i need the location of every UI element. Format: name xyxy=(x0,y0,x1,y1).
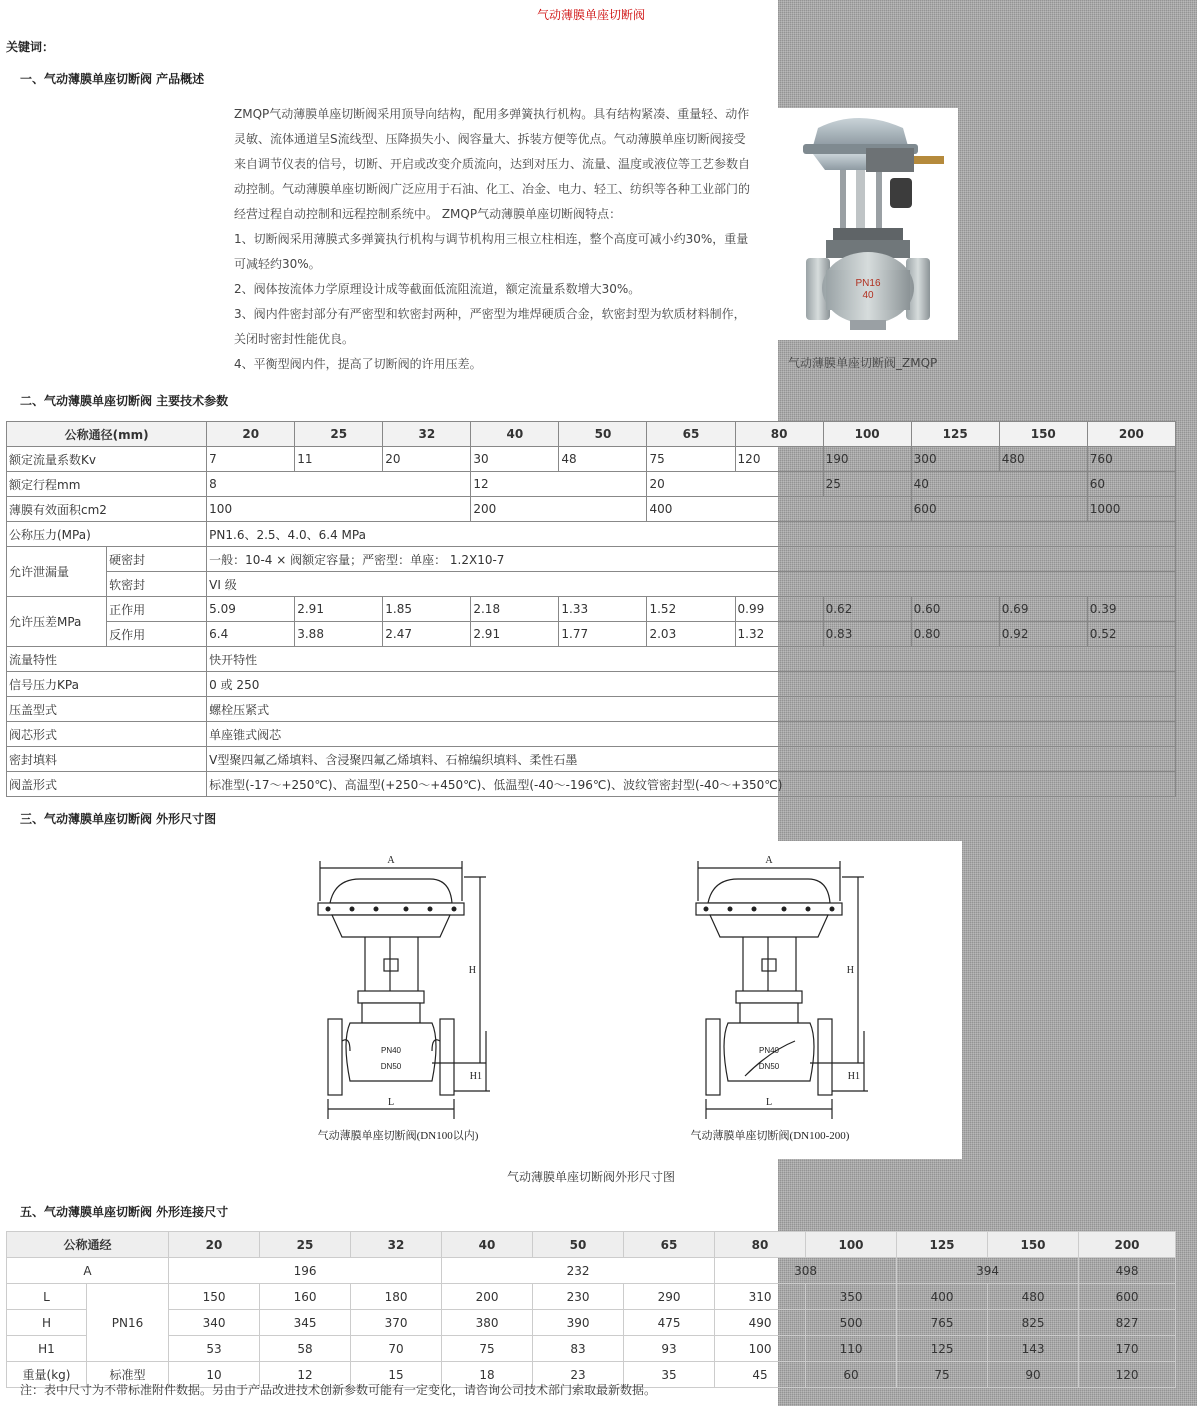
row-label: 信号压力KPa xyxy=(7,672,207,697)
table-cell: 2.91 xyxy=(471,622,559,647)
right-dn-text: DN50 xyxy=(758,1062,780,1071)
table-cell: 0.39 xyxy=(1087,597,1175,622)
table-cell: 340 xyxy=(169,1310,260,1336)
dim-label-a: A xyxy=(765,855,773,866)
table-row xyxy=(7,572,1176,597)
table-cell: 196 xyxy=(169,1258,442,1284)
table-cell: 75 xyxy=(897,1362,988,1388)
table-cell: 12 xyxy=(471,472,647,497)
size-header: 65 xyxy=(624,1232,715,1258)
params-table xyxy=(6,421,1176,797)
size-header: 125 xyxy=(897,1232,988,1258)
row-label: H1 xyxy=(7,1336,87,1362)
section-drawing-heading: 三、气动薄膜单座切断阀 外形尺寸图 xyxy=(20,812,217,826)
table-cell: 83 xyxy=(533,1336,624,1362)
table-cell: V型聚四氟乙烯填料、含浸聚四氟乙烯填料、石棉编织填料、柔性石墨 xyxy=(207,747,1176,772)
intro-line: 2、阀体按流体力学原理设计成等截面低流阻流道，额定流量系数增大30%。 xyxy=(234,282,641,296)
table-cell: 200 xyxy=(471,497,647,522)
table-cell: 75 xyxy=(647,447,735,472)
table-row xyxy=(7,1232,1176,1258)
footnote: 注：表中尺寸为不带标准附件数据。另由于产品改进技术创新参数可能有一定变化，请咨询公司技术部门索取最新数据。 xyxy=(20,1383,657,1397)
size-header: 200 xyxy=(1079,1232,1176,1258)
intro-line: 经营过程自动控制和远程控制系统中。 ZMQP气动薄膜单座切断阀特点： xyxy=(234,207,622,221)
pn-label: PN16 xyxy=(87,1284,169,1362)
table-cell: 200 xyxy=(442,1284,533,1310)
table-cell: 350 xyxy=(806,1284,897,1310)
table-row xyxy=(7,672,1176,697)
row-label: 流量特性 xyxy=(7,647,207,672)
table-cell: VI 级 xyxy=(207,572,1176,597)
intro-line: 4、平衡型阀内件，提高了切断阀的许用压差。 xyxy=(234,357,482,371)
table-cell: 380 xyxy=(442,1310,533,1336)
table-cell: 0.62 xyxy=(823,597,911,622)
table-cell: 765 xyxy=(897,1310,988,1336)
size-header: 125 xyxy=(911,422,999,447)
row-label: L xyxy=(7,1284,87,1310)
table-cell: 90 xyxy=(988,1362,1079,1388)
dimension-drawing xyxy=(290,841,962,1159)
table-cell: 2.03 xyxy=(647,622,735,647)
table-cell: PN1.6、2.5、4.0、6.4 MPa xyxy=(207,522,1176,547)
table-cell: 25 xyxy=(823,472,911,497)
table-cell: 310 xyxy=(715,1284,806,1310)
size-header: 32 xyxy=(383,422,471,447)
table-cell: 0.52 xyxy=(1087,622,1175,647)
size-header: 25 xyxy=(295,422,383,447)
params-header-label: 公称通径(mm) xyxy=(7,422,207,447)
row-label: 额定行程mm xyxy=(7,472,207,497)
table-row xyxy=(7,522,1176,547)
size-header: 100 xyxy=(806,1232,897,1258)
table-cell: 100 xyxy=(207,497,471,522)
table-cell: 160 xyxy=(260,1284,351,1310)
table-cell: 110 xyxy=(806,1336,897,1362)
table-cell: 单座锥式阀芯 xyxy=(207,722,1176,747)
table-cell: 快开特性 xyxy=(207,647,1176,672)
table-cell: 0.99 xyxy=(735,597,823,622)
table-cell: 12 xyxy=(260,1362,351,1388)
size-header: 65 xyxy=(647,422,735,447)
section-overview-heading: 一、气动薄膜单座切断阀 产品概述 xyxy=(20,72,205,86)
table-cell: 400 xyxy=(647,497,911,522)
sub-label: 标准型 xyxy=(87,1362,169,1388)
table-cell: 5.09 xyxy=(207,597,295,622)
table-cell: 120 xyxy=(735,447,823,472)
table-row xyxy=(7,1258,1176,1284)
table-cell: 150 xyxy=(169,1284,260,1310)
table-cell: 490 xyxy=(715,1310,806,1336)
table-row xyxy=(7,747,1176,772)
table-cell: 0.83 xyxy=(823,622,911,647)
table-row xyxy=(7,772,1176,797)
left-pn-text: PN40 xyxy=(380,1046,402,1055)
size-header: 150 xyxy=(999,422,1087,447)
row-label: 薄膜有效面积cm2 xyxy=(7,497,207,522)
table-cell: 70 xyxy=(351,1336,442,1362)
table-cell: 一般：10-4 × 阀额定容量；严密型：单座： 1.2X10-7 xyxy=(207,547,1176,572)
intro-line: 关闭时密封性能优良。 xyxy=(234,332,355,346)
keywords-label: 关键词： xyxy=(6,40,55,54)
table-cell: 825 xyxy=(988,1310,1079,1336)
table-cell: 11 xyxy=(295,447,383,472)
table-cell: 8 xyxy=(207,472,471,497)
table-cell: 125 xyxy=(897,1336,988,1362)
table-cell: 0.69 xyxy=(999,597,1087,622)
table-cell: 20 xyxy=(383,447,471,472)
row-label: H xyxy=(7,1310,87,1336)
table-cell: 2.18 xyxy=(471,597,559,622)
sub-label: 反作用 xyxy=(107,622,207,647)
dims-table xyxy=(6,1231,1176,1388)
table-cell: 1.52 xyxy=(647,597,735,622)
table-cell: 30 xyxy=(471,447,559,472)
row-label: 重量(kg) xyxy=(7,1362,87,1388)
table-cell: 15 xyxy=(351,1362,442,1388)
size-header: 100 xyxy=(823,422,911,447)
table-cell: 48 xyxy=(559,447,647,472)
row-label: 允许泄漏量 xyxy=(7,547,107,597)
table-cell: 480 xyxy=(988,1284,1079,1310)
table-cell: 0.92 xyxy=(999,622,1087,647)
table-cell: 35 xyxy=(624,1362,715,1388)
table-cell: 螺栓压紧式 xyxy=(207,697,1176,722)
intro-line: 来自调节仪表的信号，切断、开启或改变介质流向，达到对压力、流量、温度或液位等工艺参数自 xyxy=(234,157,751,171)
table-cell: 290 xyxy=(624,1284,715,1310)
table-cell: 1.32 xyxy=(735,622,823,647)
dim-label-l: L xyxy=(765,1097,773,1108)
size-header: 25 xyxy=(260,1232,351,1258)
photo-dn-text: 40 xyxy=(862,290,874,301)
size-header: 150 xyxy=(988,1232,1079,1258)
table-cell: 308 xyxy=(715,1258,897,1284)
dim-label-h1: H1 xyxy=(847,1071,860,1082)
table-cell: 400 xyxy=(897,1284,988,1310)
right-drawing-caption: 气动薄膜单座切断阀(DN100-200) xyxy=(690,1130,850,1142)
table-cell: 143 xyxy=(988,1336,1079,1362)
table-cell: 60 xyxy=(806,1362,897,1388)
size-header: 50 xyxy=(559,422,647,447)
row-label: 阀芯形式 xyxy=(7,722,207,747)
table-row xyxy=(7,547,1176,572)
table-cell: 498 xyxy=(1079,1258,1176,1284)
table-row xyxy=(7,1284,1176,1310)
section-dims-heading: 五、气动薄膜单座切断阀 外形连接尺寸 xyxy=(20,1205,229,1219)
table-cell: 7 xyxy=(207,447,295,472)
table-cell: 190 xyxy=(823,447,911,472)
intro-line: 可减轻约30%。 xyxy=(234,257,321,271)
size-header: 80 xyxy=(715,1232,806,1258)
table-cell: 18 xyxy=(442,1362,533,1388)
size-header: 40 xyxy=(442,1232,533,1258)
sub-label: 正作用 xyxy=(107,597,207,622)
table-cell: 93 xyxy=(624,1336,715,1362)
intro-text xyxy=(234,102,754,377)
dim-label-a: A xyxy=(387,855,395,866)
page-title: 气动薄膜单座切断阀 xyxy=(536,8,645,22)
table-cell: 3.88 xyxy=(295,622,383,647)
intro-line: 灵敏、流体通道呈S流线型、压降损失小、阀容量大、拆装方便等优点。气动薄膜单座切断阀接受 xyxy=(234,132,746,146)
table-cell: 500 xyxy=(806,1310,897,1336)
table-cell: 58 xyxy=(260,1336,351,1362)
table-row xyxy=(7,1336,1176,1362)
table-cell: 23 xyxy=(533,1362,624,1388)
table-cell: 480 xyxy=(999,447,1087,472)
dim-label-h: H xyxy=(846,965,854,976)
drawing-caption: 气动薄膜单座切断阀外形尺寸图 xyxy=(506,1170,675,1184)
valve-photo xyxy=(778,108,958,340)
table-row xyxy=(7,697,1176,722)
dims-header-label: 公称通经 xyxy=(7,1232,169,1258)
row-label: 阀盖形式 xyxy=(7,772,207,797)
table-cell: 827 xyxy=(1079,1310,1176,1336)
table-cell: 0 或 250 xyxy=(207,672,1176,697)
table-cell: 40 xyxy=(911,472,1087,497)
size-header: 40 xyxy=(471,422,559,447)
table-cell: 170 xyxy=(1079,1336,1176,1362)
row-label: 密封填料 xyxy=(7,747,207,772)
row-label: 允许压差MPa xyxy=(7,597,107,647)
table-cell: 370 xyxy=(351,1310,442,1336)
table-cell: 标准型(-17～+250℃)、高温型(+250～+450℃)、低温型(-40～-196℃)、波纹管密封型(-40～+350℃) xyxy=(207,772,1176,797)
table-row xyxy=(7,597,1176,622)
intro-line: 3、阀内件密封部分有严密型和软密封两种，严密型为堆焊硬质合金，软密封型为软质材料制作， xyxy=(234,307,746,321)
table-row xyxy=(7,1310,1176,1336)
table-cell: 1000 xyxy=(1087,497,1175,522)
table-cell: 75 xyxy=(442,1336,533,1362)
row-label: 额定流量系数Kv xyxy=(7,447,207,472)
size-header: 80 xyxy=(735,422,823,447)
table-cell: 230 xyxy=(533,1284,624,1310)
table-cell: 1.33 xyxy=(559,597,647,622)
dimension-drawing-svg xyxy=(290,841,962,1159)
photo-pn-text: PN16 xyxy=(855,278,881,289)
table-cell: 2.91 xyxy=(295,597,383,622)
table-cell: 300 xyxy=(911,447,999,472)
table-cell: 600 xyxy=(1079,1284,1176,1310)
intro-line: 动控制。气动薄膜单座切断阀广泛应用于石油、化工、冶金、电力、轻工、纺织等各种工业部门的 xyxy=(234,182,751,196)
section-params-heading: 二、气动薄膜单座切断阀 主要技术参数 xyxy=(20,394,229,408)
table-cell: 53 xyxy=(169,1336,260,1362)
table-row xyxy=(7,472,1176,497)
table-cell: 0.60 xyxy=(911,597,999,622)
table-cell: 20 xyxy=(647,472,823,497)
size-header: 32 xyxy=(351,1232,442,1258)
table-cell: 2.47 xyxy=(383,622,471,647)
table-cell: 232 xyxy=(442,1258,715,1284)
table-row xyxy=(7,647,1176,672)
table-cell: 100 xyxy=(715,1336,806,1362)
table-cell: 10 xyxy=(169,1362,260,1388)
left-dn-text: DN50 xyxy=(380,1062,402,1071)
size-header: 200 xyxy=(1087,422,1175,447)
sub-label: 软密封 xyxy=(107,572,207,597)
table-row xyxy=(7,722,1176,747)
sub-label: 硬密封 xyxy=(107,547,207,572)
dim-label-h: H xyxy=(468,965,476,976)
table-cell: 1.77 xyxy=(559,622,647,647)
intro-line: 1、切断阀采用薄膜式多弹簧执行机构与调节机构用三根立柱相连，整个高度可减小约30%，重量 xyxy=(234,232,749,246)
table-cell: 45 xyxy=(715,1362,806,1388)
table-cell: 475 xyxy=(624,1310,715,1336)
table-row xyxy=(7,447,1176,472)
table-cell: 180 xyxy=(351,1284,442,1310)
intro-line: ZMQP气动薄膜单座切断阀采用顶导向结构，配用多弹簧执行机构。具有结构紧凑、重量轻、动作 xyxy=(234,107,750,121)
table-cell: 120 xyxy=(1079,1362,1176,1388)
table-cell: 345 xyxy=(260,1310,351,1336)
left-drawing-caption: 气动薄膜单座切断阀(DN100以内) xyxy=(317,1130,479,1142)
table-row xyxy=(7,622,1176,647)
photo-caption: 气动薄膜单座切断阀_ZMQP xyxy=(788,356,938,370)
valve-photo-illustration xyxy=(778,108,958,340)
row-label: 公称压力(MPa) xyxy=(7,522,207,547)
table-cell: 6.4 xyxy=(207,622,295,647)
table-cell: 60 xyxy=(1087,472,1175,497)
size-header: 20 xyxy=(169,1232,260,1258)
size-header: 50 xyxy=(533,1232,624,1258)
row-label: A xyxy=(7,1258,169,1284)
table-row xyxy=(7,422,1176,447)
table-cell: 390 xyxy=(533,1310,624,1336)
dim-label-h1: H1 xyxy=(469,1071,482,1082)
row-label: 压盖型式 xyxy=(7,697,207,722)
table-cell: 1.85 xyxy=(383,597,471,622)
size-header: 20 xyxy=(207,422,295,447)
table-cell: 760 xyxy=(1087,447,1175,472)
right-pn-text: PN40 xyxy=(758,1046,780,1055)
dim-label-l: L xyxy=(387,1097,395,1108)
table-cell: 394 xyxy=(897,1258,1079,1284)
table-cell: 600 xyxy=(911,497,1087,522)
table-row xyxy=(7,497,1176,522)
table-cell: 0.80 xyxy=(911,622,999,647)
